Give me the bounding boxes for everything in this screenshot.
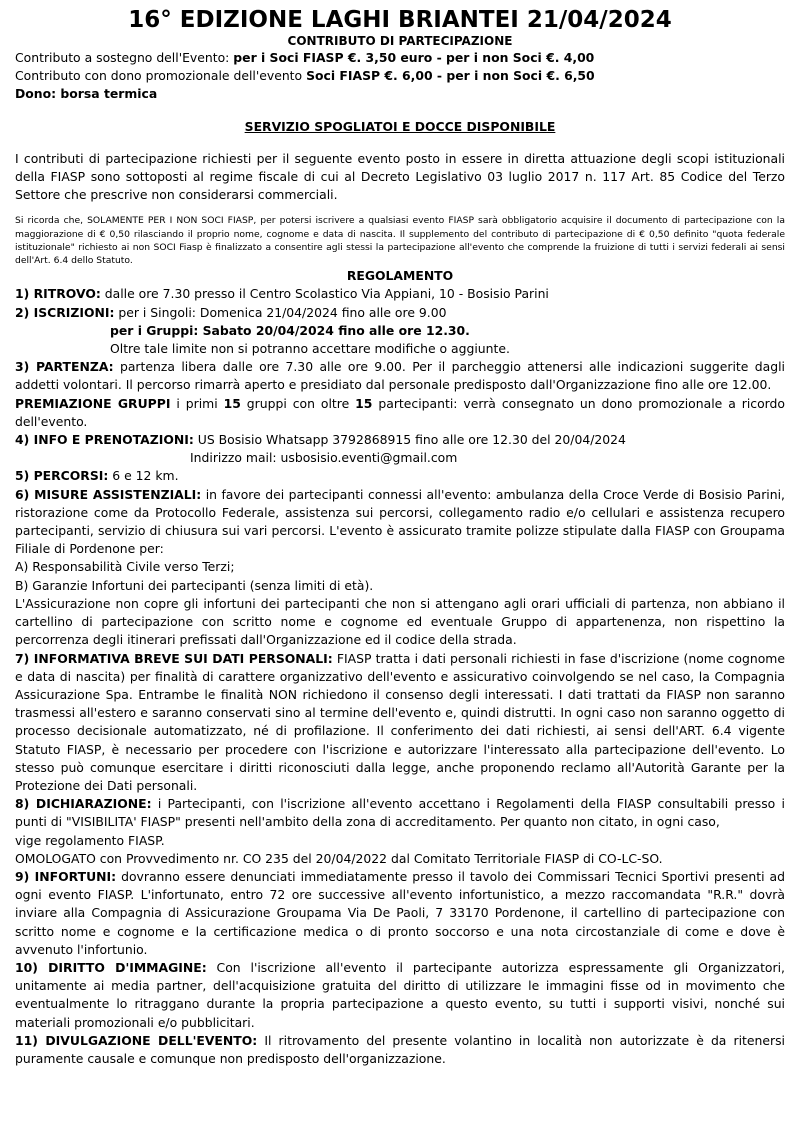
fee-line-members: Contributo a sostegno dell'Evento: per i Soci FIASP €. 3,50 euro - per i non Soci €. 4,00 (15, 50, 595, 65)
approval-line: OMOLOGATO con Provvedimento nr. CO 235 del 20/04/2022 dal Comitato Territoriale FIASP di CO-LC-SO. (15, 850, 663, 866)
fee-line-gift: Contributo con dono promozionale dell'evento Soci FIASP €. 6,00 - per i non Soci €. 6,50 (15, 68, 595, 84)
intro-paragraph: I contributi di partecipazione richiesti per il seguente evento posto in essere in diretta attuazione degli scopi istituzionali della FIASP sono sottoposti al regime fiscale di cui al Decreto Legislativo 03 luglio 2017 n. 117 Art. 85 Codice del Terzo Settore che prescrive non considerarsi commerciali. (15, 150, 785, 203)
rule-5: 5) PERCORSI: 6 e 12 km. (15, 468, 179, 484)
non-member-notice: Si ricorda che, SOLAMENTE PER I NON SOCI FIASP, per potersi iscrivere a qualsiasi evento FIASP sarà obbligatorio acquisire il documento di partecipazione con la maggiorazione di € 0,50 rilasciando il proprio nome, cognome e data di nascita. Il supplemento del contributo di partecipazione di € 0,50 definito "quota federale istituzionale" richiesto ai non SOCI Fiasp è finalizzato a consentire agli stessi la partecipazione all'evento che comprende la fruizione di tutti i servizi federali ai sensi dell'Art. 6.4 dello Statuto. (15, 215, 785, 267)
rule-10: 10) DIRITTO D'IMMAGINE: Con l'iscrizione all'evento il partecipante autorizza espressamente gli Organizzatori, unitamente ai media partner, dell'acquisizione gratuita del diritto di utilizzare le immagini fisse od in movimento che eventualmente lo ritraggano durante la propria partecipazione a questo evento, su tutti i supporti visivi, nonché sui materiali promozionali e/o pubblicitari. (15, 959, 785, 1030)
contribution-heading: CONTRIBUTO DI PARTECIPAZIONE (287, 34, 513, 48)
rule-6-a: A) Responsabilità Civile verso Terzi; (15, 559, 235, 575)
rule-6: 6) MISURE ASSISTENZIALI: in favore dei partecipanti connessi all'evento: ambulanza della Croce Verde di Bosisio Parini, ristorazione come da Protocollo Federale, assistenza sui percorsi, collegamento radio e/o cellulari e assistenza recupero partecipanti, servizio di chiusura sui vari percorsi. L'evento è assicurato tramite polizze stipulate dalla FIASP con Groupama Filiale di Pordenone per: (15, 486, 785, 557)
rule-6-b: B) Garanzie Infortuni dei partecipanti (senza limiti di età). (15, 577, 374, 593)
rule-8-end: vige regolamento FIASP. (15, 832, 165, 848)
event-title: 16° EDIZIONE LAGHI BRIANTEI 21/04/2024 (128, 7, 672, 33)
gift-line: Dono: borsa termica (15, 86, 158, 102)
rules-heading: REGOLAMENTO (346, 268, 454, 284)
rule-2: 2) ISCRIZIONI: per i Singoli: Domenica 21/04/2024 fino alle ore 9.00 (15, 304, 447, 320)
rule-8: 8) DICHIARAZIONE: i Partecipanti, con l'iscrizione all'evento accettano i Regolamenti della FIASP consultabili presso i punti di "VISIBILITA' FIASP" presenti nell'ambito della zona di accreditamento. Per quanto non citato, in ogni caso, (15, 796, 785, 830)
rule-3: 3) PARTENZA: partenza libera dalle ore 7.30 alle ore 9.00. Per il parcheggio attenersi alle indicazioni suggerite dagli addetti volontari. Il percorso rimarrà aperto e presidiato dal personale predisposto dall'Organizzazione fino alle ore 12.00. (15, 359, 785, 393)
rule-7: 7) INFORMATIVA BREVE SUI DATI PERSONALI: FIASP tratta i dati personali richiesti in fase d'iscrizione (nome cognome e data di nascita) per finalità di carattere organizzativo dell'evento e assicurativo coinvolgendo se nel caso, la Compagnia Assicurazione Spa. Entrambe le finalità NON richiedono il consenso degli interessati. I dati trattati da FIASP non saranno trasmessi all'estero e saranno conservati sino al termine dell'evento e, quindi distrutti. In ogni caso non saranno oggetto di processo decisionale automatizzato, né di profilazione. Il conferimento dei dati richiesti, ai sensi dell'ART. 6.4 vigente Statuto FIASP, è necessario per procedere con l'iscrizione e autorizzare l'interessato alla partecipazione dell'evento. Lo stesso può comunque esercitare i diritti riconosciuti dalla legge, anche proponendo reclamo all'Autorità Garante per la Protezione dei Dati personali. (15, 650, 785, 793)
rule-6-c: L'Assicurazione non copre gli infortuni dei partecipanti che non si attengano agli orari ufficiali di partenza, non abbiano il cartellino di partecipazione con scritto nome e cognome ed eventuale Gruppo di appartenenza, non rispettino la percorrenza degli itinerari prefissati dall'Organizzazione ed il codice della strada. (15, 595, 785, 648)
rule-4: 4) INFO E PRENOTAZIONI: US Bosisio Whatsapp 3792868915 fino alle ore 12.30 del 20/04/2024 (15, 432, 626, 448)
rule-4-mail: Indirizzo mail: usbosisio.eventi@gmail.com (190, 450, 458, 466)
rule-1: 1) RITROVO: dalle ore 7.30 presso il Centro Scolastico Via Appiani, 10 - Bosisio Parini (15, 286, 549, 302)
services-heading: SERVIZIO SPOGLIATOI E DOCCE DISPONIBILE (244, 118, 556, 134)
rule-9: 9) INFORTUNI: dovranno essere denunciati immediatamente presso il tavolo dei Commissari Tecnici Sportivi presenti ad ogni evento FIASP. L'infortunato, entro 72 ore successive all'evento infortunistico, a mezzo raccomandata "R.R." dovrà inviare alla Compagnia di Assicurazione Groupama Via De Paoli, 7 33170 Pordenone, il cartellino di partecipazione con scritto nome e cognome e la certificazione medica o di pronto soccorso e una nota circostanziale di come e dove è avvenuto l'infortunio. (15, 868, 785, 957)
group-prize: PREMIAZIONE GRUPPI i primi 15 gruppi con oltre 15 partecipanti: verrà consegnato un dono promozionale a ricordo dell'evento. (15, 395, 785, 429)
rule-2-note: Oltre tale limite non si potranno accettare modifiche o aggiunte. (110, 341, 510, 357)
rule-2-groups: per i Gruppi: Sabato 20/04/2024 fino alle ore 12.30. (110, 322, 470, 338)
rule-11: 11) DIVULGAZIONE DELL'EVENTO: Il ritrovamento del presente volantino in località non autorizzate è da ritenersi puramente causale e comunque non predisposto dell'organizzazione. (15, 1032, 785, 1066)
